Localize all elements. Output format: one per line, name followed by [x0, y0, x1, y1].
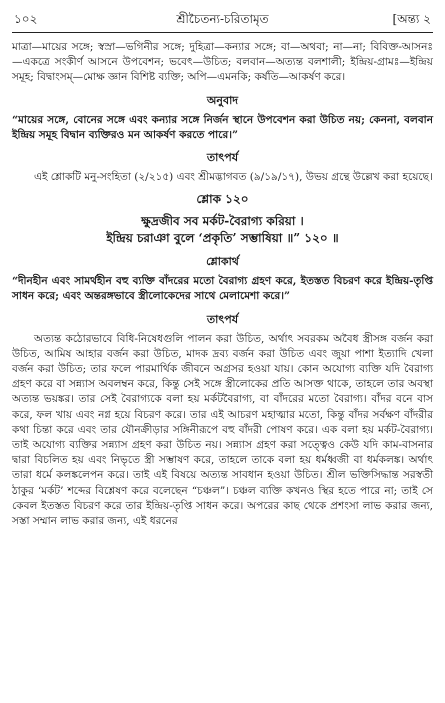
purport2-heading: তাৎপর্য: [206, 312, 239, 326]
verse-heading: শ্লোক ১২০: [196, 192, 249, 207]
page-content: [12, 40, 433, 529]
purport-heading: তাৎপর্য: [206, 151, 239, 165]
page-header: [12, 8, 433, 30]
page-number: ১০২: [14, 12, 38, 26]
word-meanings: মাত্রা—মায়ের সঙ্গে; স্বস্রা—ভগিনীর সঙ্গে; দুহিত্রা—কন্যার সঙ্গে; বা—অথবা; না—না; বিবিক্ত-আসনঃ—একত্রে সংকীর্ণ আসনে উপবেশন; ভবেৎ—উচিত; বলবান—অত্যন্ত বলশালী; ইন্দ্রিয়-গ্রামঃ—ইন্দ্রিয় সমূহ; বিদ্বাংসম্—মোক্ষ জ্ঞান বিশিষ্ট ব্যক্তি; অপি—এমনকি; কর্ষতি—আকর্ষণ করে।: [12, 41, 433, 84]
book-title: শ্রীচৈতন্য-চরিতামৃত: [176, 12, 269, 26]
purport2-text: অত্যন্ত কঠোরভাবে বিধি-নিষেধগুলি পালন করা উচিত, অর্থাৎ সবরকম অবৈধ স্ত্রীসঙ্গ বর্জন করা উচিত, আমিষ আহার বর্জন করা উচিত, মাদক দ্রব্য বর্জন করা উচিত এবং জুয়া পাশা ইত্যাদি খেলা বর্জন করা উচিত; তার ফলে পারমার্থিক জীবনে অগ্রসর হওয়া যায়। কোন অযোগ্য ব্যক্তি যদি বৈরাগ্য গ্রহণ করে বা সন্ন্যাস অবলম্বন করে, কিন্তু সেই সঙ্গে স্ত্রীলোকের প্রতি আসক্ত থাকে, তাহলে তার অবস্থা অত্যন্ত ভয়ঙ্কর। তার সেই বৈরাগ্যকে বলা হয় মর্কটবৈরাগ্য, বা বাঁদরের মতো বৈরাগ্য। বাঁদর বনে বাস করে, ফল খায় এবং নগ্ন হয়ে বিচরণ করে। তার এই আচরণ মহাত্মার মতো, কিন্তু বাঁদর সর্বক্ষণ বাঁদরীর কথা চিন্তা করে এবং তার যৌনক্রীড়ার সঙ্গিনীরূপে বহু বাঁদরী পোষণ করে। এক বলা হয় মর্কট-বৈরাগ্য। তাই অযোগ্য ব্যক্তির সন্ন্যাস গ্রহণ করা উচিত নয়। সন্ন্যাস গ্রহণ করা সত্ত্বেও কেউ যদি কাম-বাসনার দ্বারা বিচলিত হয় এবং নিভৃতে স্ত্রী সম্ভাষণ করে, তাহলে তাকে বলা হয় ধর্মধ্বজী বা ধর্মকলঙ্ক। অর্থাৎ তারা ধর্মে কলঙ্কলেপন করে। তাই এই বিষয়ে অত্যন্ত সাবধান হওয়া উচিত। শ্রীল ভক্তিসিদ্ধান্ত সরস্বতী ঠাকুর ‘মর্কট’ শব্দের বিশ্লেষণ করে বলেছেন “চঞ্চল”। চঞ্চল ব্যক্তি কখনও স্থির হতে পারে না; তাই সে কেবল ইতস্তত বিচরণ করে তার ইন্দ্রিয়-তৃপ্তি সাধন করে। অপরের কাছ থেকে প্রশংসা লাভ করার জন্য, সস্তা সম্মান লাভ করার জন্য, এই ধরনের: [12, 332, 433, 528]
header-divider: [12, 32, 433, 33]
verse-line-1: ক্ষুদ্রজীব সব মর্কট-বৈরাগ্য করিয়া ।: [141, 214, 304, 229]
shlokartha-heading: শ্লোকার্থ: [206, 255, 239, 269]
purport-text: এই শ্লোকটি মনু-সংহিতা (২/২১৫) এবং শ্রীমদ্ভাগবত (৯/১৯/১৭), উভয় গ্রন্থে উল্লেখ করা হয়েছে।: [34, 171, 433, 184]
chapter-indicator: [অন্ত্য ২: [392, 12, 431, 26]
translation-text: “মায়ের সঙ্গে, বোনের সঙ্গে এবং কন্যার সঙ্গে নির্জন স্থানে উপবেশন করা উচিত নয়; কেননা, বলবান ইন্দ্রিয় সমূহ বিদ্বান ব্যক্তিরও মন আকর্ষণ করতে পারে।”: [12, 113, 433, 141]
verse-line-2: ইন্দ্রিয় চরাঞা বুলে ‘প্রকৃতি’ সম্ভাষিয়া ॥” ১২০ ॥: [106, 231, 339, 246]
translation-heading: অনুবাদ: [206, 93, 239, 107]
shlokartha-text: “দীনহীন এবং সামর্থহীন বহু ব্যক্তি বাঁদরের মতো বৈরাগ্য গ্রহণ করে, ইতস্তত বিচরণ করে ইন্দ্রিয়-তৃপ্তি সাধন করে; এবং অন্তরঙ্গভাবে স্ত্রীলোকেদের সাথে মেলামেশা করে।”: [12, 275, 433, 303]
